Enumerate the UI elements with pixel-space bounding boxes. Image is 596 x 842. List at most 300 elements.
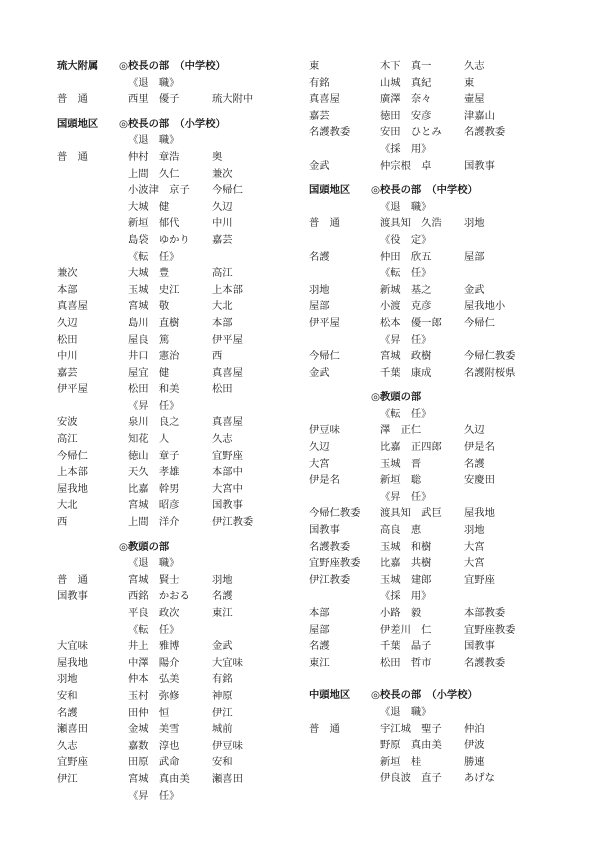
subsection-label	[309, 406, 549, 423]
school-or-category: 伊是名	[309, 474, 340, 487]
personnel-row	[309, 456, 549, 473]
destination: 久志	[212, 433, 233, 446]
name-or-title: 渡具知 久浩	[380, 217, 442, 230]
subsection-text: 《退 職》	[128, 557, 180, 570]
destination: 伊豆味	[212, 739, 243, 752]
personnel-row	[57, 671, 297, 688]
subsection-text: 《採 用》	[380, 142, 432, 155]
destination: 国教事	[464, 159, 495, 172]
name-or-title: 島袋 ゆかり	[128, 233, 190, 246]
name-or-title: 嘉数 淳也	[128, 739, 180, 752]
destination: 名護	[212, 590, 233, 603]
personnel-row	[57, 688, 297, 705]
school-or-category: 伊豆味	[309, 424, 340, 437]
personnel-row	[309, 215, 549, 232]
personnel-row	[57, 638, 297, 655]
school-or-category: 普 通	[57, 573, 88, 586]
destination: 今帰仁教委	[464, 350, 516, 363]
school-or-category: 高江	[57, 433, 78, 446]
name-or-title: 田仲 恒	[128, 706, 170, 719]
school-or-category: 西	[57, 516, 68, 529]
personnel-row	[309, 555, 549, 572]
subsection-text: 《退 職》	[128, 134, 180, 147]
destination: 屋我地小	[464, 300, 506, 313]
destination: 大宮	[464, 540, 485, 553]
name-or-title: 新城 基之	[380, 283, 432, 296]
name-or-title: 泉川 良之	[128, 416, 180, 429]
subsection-text: 《昇 任》	[128, 399, 180, 412]
subsection-text: 《役 定》	[380, 233, 432, 246]
destination: 金武	[464, 283, 485, 296]
personnel-row	[57, 448, 297, 465]
section-title: ◎校長の部 （小学校）	[119, 117, 226, 130]
destination: 有銘	[212, 673, 233, 686]
name-or-title: 島川 直樹	[128, 316, 180, 329]
destination: 宜野座教委	[464, 623, 516, 636]
left-column	[57, 58, 297, 804]
school-or-category: 松田	[57, 333, 78, 346]
school-or-category: 国教事	[309, 524, 340, 537]
destination: 西	[212, 350, 223, 363]
personnel-row	[309, 770, 549, 787]
destination: 久辺	[464, 424, 485, 437]
name-or-title: 宮城 賢士	[128, 573, 180, 586]
personnel-row	[57, 166, 297, 183]
destination: 国教事	[212, 499, 243, 512]
school-or-category: 羽地	[57, 673, 78, 686]
destination: 安和	[212, 756, 233, 769]
right-column	[309, 58, 549, 787]
name-or-title: 上間 洋介	[128, 516, 180, 529]
name-or-title: 玉村 弥修	[128, 689, 180, 702]
region-label: 琉大附属	[57, 60, 99, 72]
name-or-title: 宮城 政樹	[380, 350, 432, 363]
section-gap	[309, 174, 549, 182]
name-or-title: 徳山 章子	[128, 449, 180, 462]
name-or-title: 中澤 陽介	[128, 656, 180, 669]
school-or-category: 伊平屋	[57, 383, 88, 396]
personnel-row	[309, 638, 549, 655]
personnel-row	[309, 348, 549, 365]
school-or-category: 普 通	[57, 93, 88, 106]
destination: 中川	[212, 217, 233, 230]
destination: 宜野座	[464, 573, 495, 586]
personnel-row	[57, 481, 297, 498]
school-or-category: 伊平屋	[309, 316, 340, 329]
destination: 大宜味	[212, 656, 243, 669]
destination: 琉大附中	[212, 93, 254, 106]
destination: 名護教委	[464, 656, 506, 669]
school-or-category: 金武	[309, 366, 330, 379]
school-or-category: 本部	[57, 283, 78, 296]
destination: 城前	[212, 723, 233, 736]
destination: 屋我地	[464, 507, 495, 520]
destination: 国教事	[464, 640, 495, 653]
school-or-category: 屋我地	[57, 482, 88, 495]
name-or-title: 小渡 克彦	[380, 300, 432, 313]
destination: 本部	[212, 316, 233, 329]
destination: 本部中	[212, 466, 243, 479]
personnel-row	[57, 588, 297, 605]
personnel-row	[309, 124, 549, 141]
section-heading	[309, 389, 549, 406]
destination: 伊是名	[464, 441, 495, 454]
personnel-row	[309, 422, 549, 439]
destination: 仲泊	[464, 722, 485, 735]
destination: 奥	[212, 150, 223, 163]
name-or-title: 仲田 欣五	[380, 250, 432, 263]
name-or-title: 上間 久仁	[128, 167, 180, 180]
subsection-text: 《昇 任》	[128, 789, 180, 802]
name-or-title: 渡具知 武巨	[380, 507, 442, 520]
name-or-title: 玉城 和樹	[380, 540, 432, 553]
personnel-row	[57, 298, 297, 315]
destination: 瀬喜田	[212, 772, 243, 785]
subsection-label	[57, 622, 297, 639]
school-or-category: 上本部	[57, 466, 88, 479]
name-or-title: 比嘉 幹男	[128, 482, 180, 495]
section-heading	[309, 687, 549, 704]
school-or-category: 安波	[57, 416, 78, 429]
school-or-category: 普 通	[57, 150, 88, 163]
destination: 真喜屋	[212, 416, 243, 429]
name-or-title: 廣澤 奈々	[380, 93, 432, 106]
name-or-title: 井上 雅博	[128, 640, 180, 653]
subsection-text: 《退 職》	[380, 705, 432, 718]
personnel-row	[309, 439, 549, 456]
name-or-title: 小路 毅	[380, 607, 422, 619]
name-or-title: 金城 美雪	[128, 723, 180, 736]
subsection-text: 《昇 任》	[380, 490, 432, 503]
personnel-row	[309, 505, 549, 522]
personnel-row	[309, 522, 549, 539]
subsection-label	[309, 588, 549, 605]
section-title: ◎校長の部 （中学校）	[371, 184, 478, 197]
personnel-row	[309, 737, 549, 754]
section-title: ◎教頭の部	[119, 540, 170, 553]
subsection-label	[57, 75, 297, 92]
personnel-row	[309, 249, 549, 266]
school-or-category: 国教事	[57, 590, 88, 603]
personnel-row	[57, 721, 297, 738]
name-or-title: 木下 真一	[380, 60, 432, 72]
name-or-title: 屋宜 健	[128, 366, 170, 379]
name-or-title: 宮城 昭彦	[128, 499, 180, 512]
personnel-row	[309, 655, 549, 672]
destination: 大宮	[464, 557, 485, 570]
destination: 本部教委	[464, 607, 506, 619]
destination: 羽地	[464, 524, 485, 537]
school-or-category: 東	[309, 60, 320, 72]
destination: 兼次	[212, 167, 233, 180]
school-or-category: 名護	[309, 640, 330, 653]
name-or-title: 千葉 晶子	[380, 640, 432, 653]
section-gap	[57, 108, 297, 116]
destination: 嘉芸	[212, 233, 233, 246]
personnel-row	[57, 332, 297, 349]
school-or-category: 名護	[309, 250, 330, 263]
destination: 今帰仁	[212, 184, 243, 197]
personnel-row	[309, 298, 549, 315]
destination: 津嘉山	[464, 109, 495, 122]
name-or-title: 仲村 章浩	[128, 150, 180, 163]
destination: 大北	[212, 300, 233, 313]
personnel-row	[57, 464, 297, 481]
subsection-label	[309, 199, 549, 216]
section-heading	[57, 539, 297, 556]
school-or-category: 有銘	[309, 76, 330, 89]
personnel-row	[309, 365, 549, 382]
subsection-text: 《採 用》	[380, 590, 432, 603]
school-or-category: 屋部	[309, 300, 330, 313]
section-heading	[309, 182, 549, 199]
school-or-category: 久辺	[309, 441, 330, 454]
subsection-label	[57, 555, 297, 572]
destination: 伊江	[212, 706, 233, 719]
name-or-title: 玉城 史江	[128, 283, 180, 296]
personnel-row	[57, 282, 297, 299]
name-or-title: 新垣 桂	[380, 755, 422, 768]
personnel-row	[309, 282, 549, 299]
personnel-row	[57, 754, 297, 771]
school-or-category: 嘉芸	[309, 109, 330, 122]
destination: 久辺	[212, 200, 233, 213]
personnel-row	[309, 75, 549, 92]
school-or-category: 久辺	[57, 316, 78, 329]
name-or-title: 天久 孝雄	[128, 466, 180, 479]
destination: 名護附桜県	[464, 366, 516, 379]
subsection-label	[309, 232, 549, 249]
school-or-category: 名護教委	[309, 540, 351, 553]
subsection-text: 《転 任》	[128, 623, 180, 636]
destination: 伊平屋	[212, 333, 243, 346]
school-or-category: 今帰仁教委	[309, 507, 361, 520]
personnel-row	[309, 605, 549, 622]
personnel-row	[57, 497, 297, 514]
personnel-row	[309, 539, 549, 556]
section-gap	[309, 679, 549, 687]
section-gap	[309, 671, 549, 679]
personnel-row	[57, 705, 297, 722]
personnel-row	[57, 431, 297, 448]
destination: あげな	[464, 772, 495, 785]
school-or-category: 大北	[57, 499, 78, 512]
personnel-row	[57, 91, 297, 108]
school-or-category: 兼次	[57, 267, 78, 280]
personnel-row	[309, 58, 549, 75]
personnel-row	[309, 572, 549, 589]
destination: 名護教委	[464, 126, 506, 139]
subsection-label	[57, 249, 297, 266]
name-or-title: 宮城 敬	[128, 300, 170, 313]
school-or-category: 大宜味	[57, 640, 88, 653]
personnel-row	[57, 348, 297, 365]
subsection-text: 《転 任》	[128, 250, 180, 263]
name-or-title: 西銘 かおる	[128, 590, 190, 603]
school-or-category: 真喜屋	[57, 300, 88, 313]
personnel-row	[57, 215, 297, 232]
section-heading	[57, 116, 297, 133]
school-or-category: 名護	[57, 706, 78, 719]
school-or-category: 本部	[309, 607, 330, 619]
name-or-title: 野原 真由美	[380, 739, 442, 752]
region-label: 国頭地区	[309, 184, 351, 197]
name-or-title: 田原 武命	[128, 756, 180, 769]
section-title: ◎校長の部 （小学校）	[371, 689, 478, 702]
name-or-title: 安田 ひとみ	[380, 126, 442, 139]
subsection-label	[309, 332, 549, 349]
name-or-title: 大城 健	[128, 200, 170, 213]
personnel-row	[57, 514, 297, 531]
destination: 羽地	[212, 573, 233, 586]
personnel-row	[309, 721, 549, 738]
personnel-row	[309, 622, 549, 639]
destination: 大宮中	[212, 482, 243, 495]
name-or-title: 玉城 建郎	[380, 573, 432, 586]
personnel-row	[57, 381, 297, 398]
school-or-category: 瀬喜田	[57, 723, 88, 736]
name-or-title: 比嘉 正四郎	[380, 441, 442, 454]
school-or-category: 久志	[57, 739, 78, 752]
school-or-category: 伊江教委	[309, 573, 351, 586]
school-or-category: 大宮	[309, 457, 330, 470]
subsection-label	[309, 141, 549, 158]
destination: 真喜屋	[212, 366, 243, 379]
destination: 神原	[212, 689, 233, 702]
name-or-title: 知花 人	[128, 433, 170, 446]
personnel-row	[57, 414, 297, 431]
destination: 松田	[212, 383, 233, 396]
section-gap	[309, 381, 549, 389]
name-or-title: 徳田 安彦	[380, 109, 432, 122]
subsection-text: 《退 職》	[128, 76, 180, 89]
name-or-title: 屋良 篤	[128, 333, 170, 346]
destination: 伊江教委	[212, 516, 254, 529]
region-label: 国頭地区	[57, 117, 99, 130]
school-or-category: 羽地	[309, 283, 330, 296]
name-or-title: 小波津 京子	[128, 184, 190, 197]
name-or-title: 松田 哲市	[380, 656, 432, 669]
destination: 久志	[464, 60, 485, 72]
personnel-row	[57, 149, 297, 166]
section-title: ◎教頭の部	[371, 391, 422, 404]
region-label: 中頭地区	[309, 689, 351, 702]
destination: 名護	[464, 457, 485, 470]
school-or-category: 中川	[57, 350, 78, 363]
subsection-text: 《昇 任》	[380, 333, 432, 346]
name-or-title: 伊差川 仁	[380, 623, 432, 636]
name-or-title: 井口 憲治	[128, 350, 180, 363]
school-or-category: 名護教委	[309, 126, 351, 139]
subsection-text: 《転 任》	[380, 407, 432, 420]
destination: 勝連	[464, 755, 485, 768]
school-or-category: 金武	[309, 159, 330, 172]
name-or-title: 仲本 弘美	[128, 673, 180, 686]
section-gap	[57, 531, 297, 539]
school-or-category: 屋部	[309, 623, 330, 636]
subsection-text: 《転 任》	[380, 267, 432, 280]
personnel-row	[57, 315, 297, 332]
name-or-title: 比嘉 共樹	[380, 557, 432, 570]
name-or-title: 高良 恵	[380, 524, 422, 537]
school-or-category: 真喜屋	[309, 93, 340, 106]
name-or-title: 新垣 聡	[380, 474, 422, 487]
school-or-category: 今帰仁	[57, 449, 88, 462]
subsection-label	[57, 132, 297, 149]
personnel-row	[57, 182, 297, 199]
personnel-row	[309, 754, 549, 771]
name-or-title: 宮城 真由美	[128, 772, 190, 785]
personnel-row	[57, 365, 297, 382]
destination: 宜野座	[212, 449, 243, 462]
school-or-category: 今帰仁	[309, 350, 340, 363]
destination: 今帰仁	[464, 316, 495, 329]
destination: 東	[464, 76, 475, 89]
destination: 安慶田	[464, 474, 495, 487]
name-or-title: 澤 正仁	[380, 424, 422, 437]
destination: 羽地	[464, 217, 485, 230]
personnel-row	[57, 572, 297, 589]
school-or-category: 嘉芸	[57, 366, 78, 379]
school-or-category: 屋我地	[57, 656, 88, 669]
name-or-title: 仲宗根 卓	[380, 159, 432, 172]
personnel-row	[309, 108, 549, 125]
school-or-category: 伊江	[57, 772, 78, 785]
personnel-row	[57, 771, 297, 788]
personnel-row	[309, 158, 549, 175]
name-or-title: 平良 政次	[128, 607, 180, 619]
school-or-category: 普 通	[309, 217, 340, 230]
subsection-label	[309, 265, 549, 282]
name-or-title: 玉城 晋	[380, 457, 422, 470]
subsection-label	[57, 788, 297, 805]
school-or-category: 安和	[57, 689, 78, 702]
personnel-row	[57, 738, 297, 755]
school-or-category: 普 通	[309, 722, 340, 735]
personnel-row	[309, 472, 549, 489]
section-heading	[57, 58, 297, 75]
school-or-category: 宜野座教委	[309, 557, 361, 570]
name-or-title: 伊良波 直子	[380, 772, 442, 785]
subsection-label	[309, 704, 549, 721]
personnel-row	[57, 605, 297, 622]
name-or-title: 宇江城 聖子	[380, 722, 442, 735]
destination: 伊波	[464, 739, 485, 752]
destination: 金武	[212, 640, 233, 653]
destination: 屋部	[464, 250, 485, 263]
school-or-category: 東江	[309, 656, 330, 669]
personnel-row	[57, 232, 297, 249]
personnel-row	[309, 91, 549, 108]
subsection-label	[309, 489, 549, 506]
name-or-title: 大城 豊	[128, 267, 170, 280]
name-or-title: 新垣 郁代	[128, 217, 180, 230]
personnel-row	[57, 655, 297, 672]
name-or-title: 松本 優一郎	[380, 316, 442, 329]
personnel-row	[57, 199, 297, 216]
subsection-text: 《退 職》	[380, 200, 432, 213]
destination: 高江	[212, 267, 233, 280]
school-or-category: 宜野座	[57, 756, 88, 769]
destination: 上本部	[212, 283, 243, 296]
name-or-title: 松田 和美	[128, 383, 180, 396]
name-or-title: 西里 優子	[128, 93, 180, 106]
personnel-row	[57, 265, 297, 282]
destination: 東江	[212, 607, 233, 619]
section-title: ◎校長の部 （中学校）	[119, 60, 226, 72]
subsection-label	[57, 398, 297, 415]
personnel-row	[309, 315, 549, 332]
